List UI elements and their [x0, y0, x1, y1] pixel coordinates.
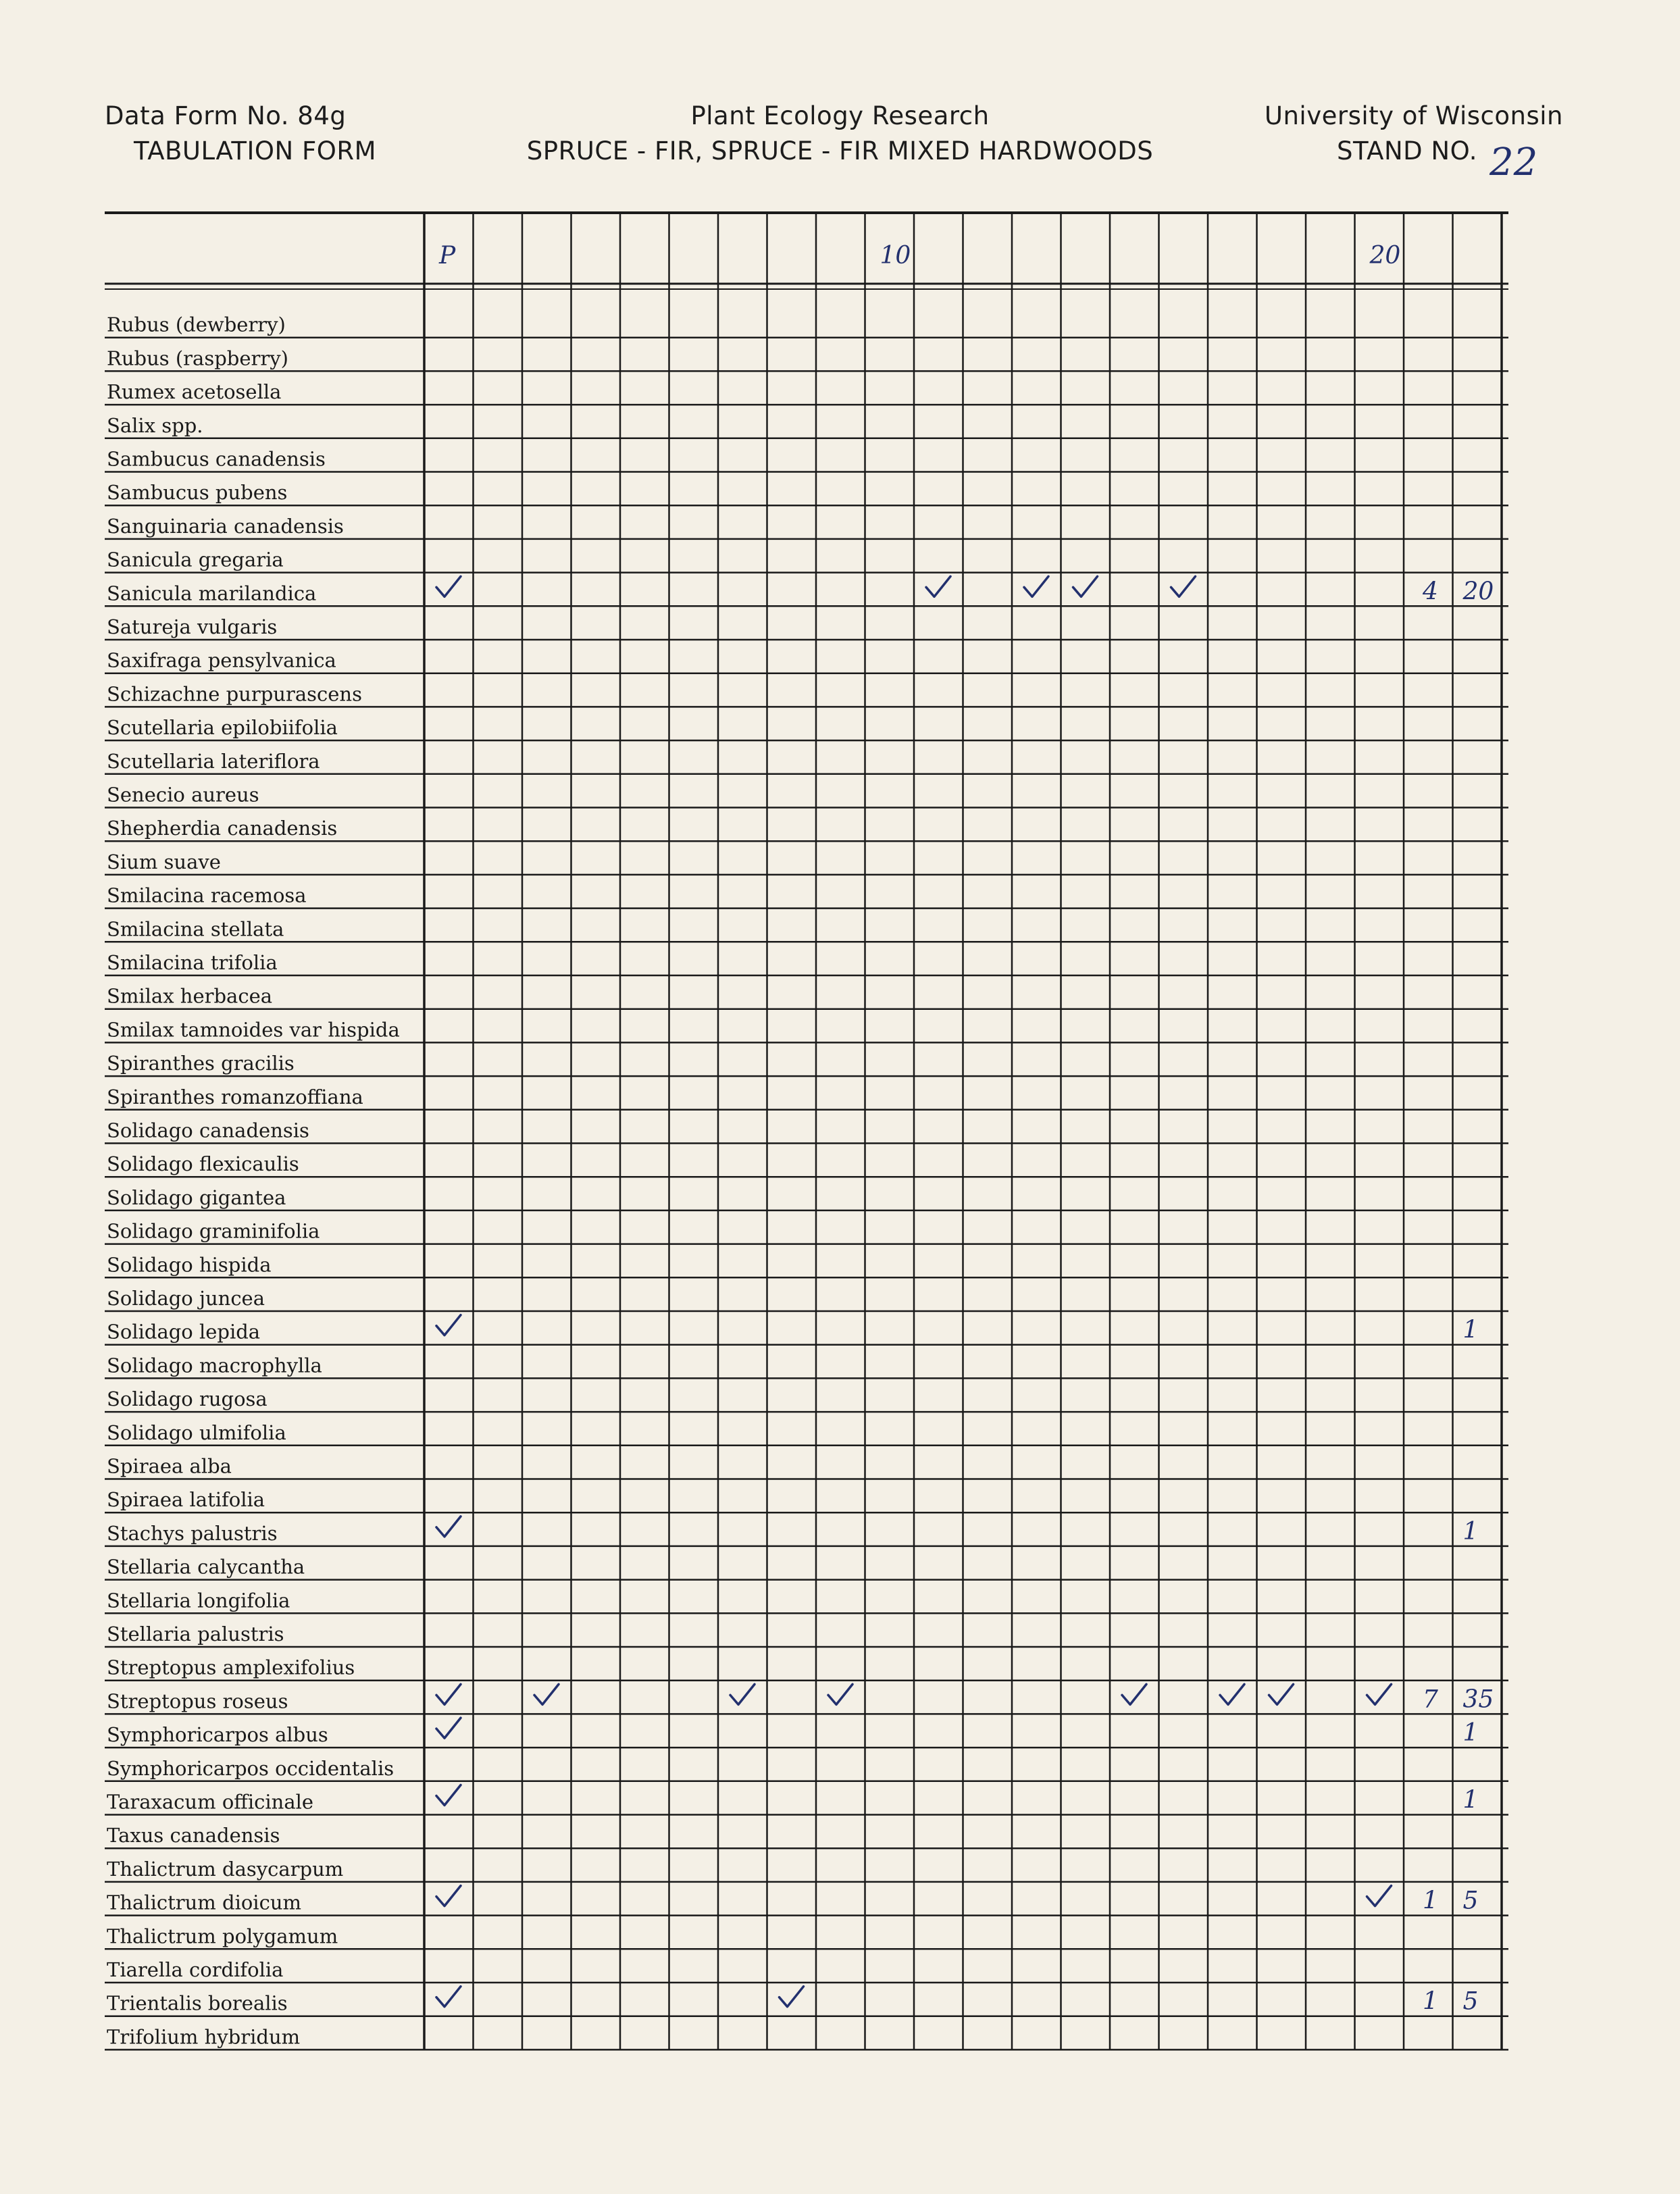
species-count: 1	[1423, 1887, 1438, 1915]
species-name: Taxus canadensis	[107, 1824, 280, 1847]
species-name: Smilax tamnoides var hispida	[107, 1018, 400, 1042]
form-subtitle: SPRUCE - FIR, SPRUCE - FIR MIXED HARDWOODS	[526, 136, 1154, 165]
species-name: Solidago gigantea	[107, 1185, 286, 1209]
species-name: Solidago canadensis	[107, 1119, 309, 1142]
check-mark	[436, 576, 461, 596]
check-mark	[436, 1785, 461, 1806]
species-name: Solidago rugosa	[107, 1387, 268, 1411]
check-mark	[1122, 1684, 1146, 1704]
species-name: Scutellaria lateriflora	[107, 749, 320, 773]
species-name: Sanicula gregaria	[107, 548, 284, 571]
column-header: 10	[880, 242, 911, 270]
check-mark	[828, 1684, 852, 1704]
species-name: Symphoricarpos occidentalis	[107, 1756, 394, 1780]
check-mark	[436, 1718, 461, 1738]
species-name: Solidago flexicaulis	[107, 1152, 299, 1176]
species-name: Stellaria longifolia	[107, 1589, 290, 1612]
check-mark	[1073, 576, 1098, 596]
check-mark	[436, 1886, 461, 1906]
species-name: Taraxacum officinale	[107, 1790, 314, 1814]
species-name: Solidago graminifolia	[107, 1219, 320, 1243]
species-name: Trifolium hybridum	[107, 2025, 301, 2049]
species-name: Solidago lepida	[107, 1320, 261, 1344]
species-name: Sambucus pubens	[107, 481, 288, 505]
column-header: P	[439, 242, 456, 270]
species-name: Sanicula marilandica	[107, 582, 317, 605]
species-name: Saxifraga pensylvanica	[107, 648, 336, 672]
species-name: Scutellaria epilobiifolia	[107, 716, 338, 740]
check-mark	[1269, 1684, 1294, 1704]
species-name: Smilax herbacea	[107, 984, 273, 1008]
form-title: TABULATION FORM	[134, 136, 377, 165]
species-name: Solidago ulmifolia	[107, 1421, 286, 1444]
organization: Plant Ecology Research	[690, 101, 990, 130]
species-name: Senecio aureus	[107, 783, 259, 807]
species-total: 1	[1462, 1316, 1479, 1344]
species-name: Trientalis borealis	[107, 1991, 288, 2015]
species-total: 5	[1462, 1987, 1479, 2016]
species-name: Thalictrum dioicum	[107, 1891, 302, 1914]
species-name: Thalictrum polygamum	[107, 1924, 338, 1948]
species-name: Sium suave	[107, 850, 221, 873]
species-name: Spiraea alba	[107, 1454, 232, 1478]
species-name: Streptopus amplexifolius	[107, 1656, 355, 1679]
species-name: Salix spp.	[107, 413, 203, 437]
species-count: 4	[1423, 578, 1438, 606]
check-mark	[780, 1987, 804, 2007]
species-total: 1	[1462, 1517, 1479, 1546]
check-mark	[1367, 1886, 1392, 1906]
species-name: Solidago hispida	[107, 1253, 272, 1277]
species-name: Satureja vulgaris	[107, 615, 278, 638]
species-total: 5	[1462, 1887, 1479, 1915]
species-total: 1	[1462, 1719, 1479, 1747]
check-mark	[436, 1516, 461, 1537]
species-name: Tiarella cordifolia	[107, 1958, 284, 1981]
species-name: Shepherdia canadensis	[107, 817, 338, 840]
species-name: Stachys palustris	[107, 1521, 278, 1545]
species-name: Rubus (dewberry)	[107, 313, 286, 336]
species-count: 1	[1423, 1987, 1438, 2016]
stand-label: STAND NO.	[1336, 136, 1477, 165]
check-mark	[534, 1684, 559, 1704]
species-name: Smilacina trifolia	[107, 951, 278, 974]
check-mark	[1024, 576, 1048, 596]
species-name: Sanguinaria canadensis	[107, 514, 344, 538]
species-name: Rumex acetosella	[107, 380, 282, 404]
species-name: Streptopus roseus	[107, 1689, 288, 1713]
species-total: 20	[1462, 578, 1494, 606]
check-mark	[436, 1684, 461, 1704]
check-mark	[436, 1987, 461, 2007]
species-total: 1	[1462, 1786, 1479, 1814]
species-count: 7	[1423, 1685, 1438, 1714]
species-name: Smilacina racemosa	[107, 884, 307, 907]
check-mark	[926, 576, 950, 596]
species-name: Sambucus canadensis	[107, 447, 326, 471]
check-mark	[730, 1684, 755, 1704]
species-name: Thalictrum dasycarpum	[107, 1857, 344, 1881]
species-name: Symphoricarpos albus	[107, 1723, 328, 1747]
check-mark	[436, 1315, 461, 1335]
species-name: Spiraea latifolia	[107, 1488, 265, 1512]
check-mark	[1367, 1684, 1392, 1704]
stand-number: 22	[1490, 141, 1538, 184]
species-name: Spiranthes gracilis	[107, 1052, 295, 1075]
species-name: Rubus (raspberry)	[107, 347, 288, 370]
species-total: 35	[1462, 1685, 1494, 1714]
species-name: Solidago juncea	[107, 1287, 265, 1310]
species-name: Smilacina stellata	[107, 917, 284, 941]
species-name: Stellaria calycantha	[107, 1555, 305, 1579]
form-number: Data Form No. 84g	[105, 101, 347, 130]
check-mark	[1220, 1684, 1244, 1704]
species-name: Spiranthes romanzoffiana	[107, 1085, 363, 1108]
species-name: Stellaria palustris	[107, 1623, 284, 1646]
check-mark	[1171, 576, 1196, 596]
column-header: 20	[1369, 242, 1401, 270]
species-name: Schizachne purpurascens	[107, 682, 362, 706]
species-name: Solidago macrophylla	[107, 1354, 322, 1377]
university: University of Wisconsin	[1264, 101, 1563, 130]
